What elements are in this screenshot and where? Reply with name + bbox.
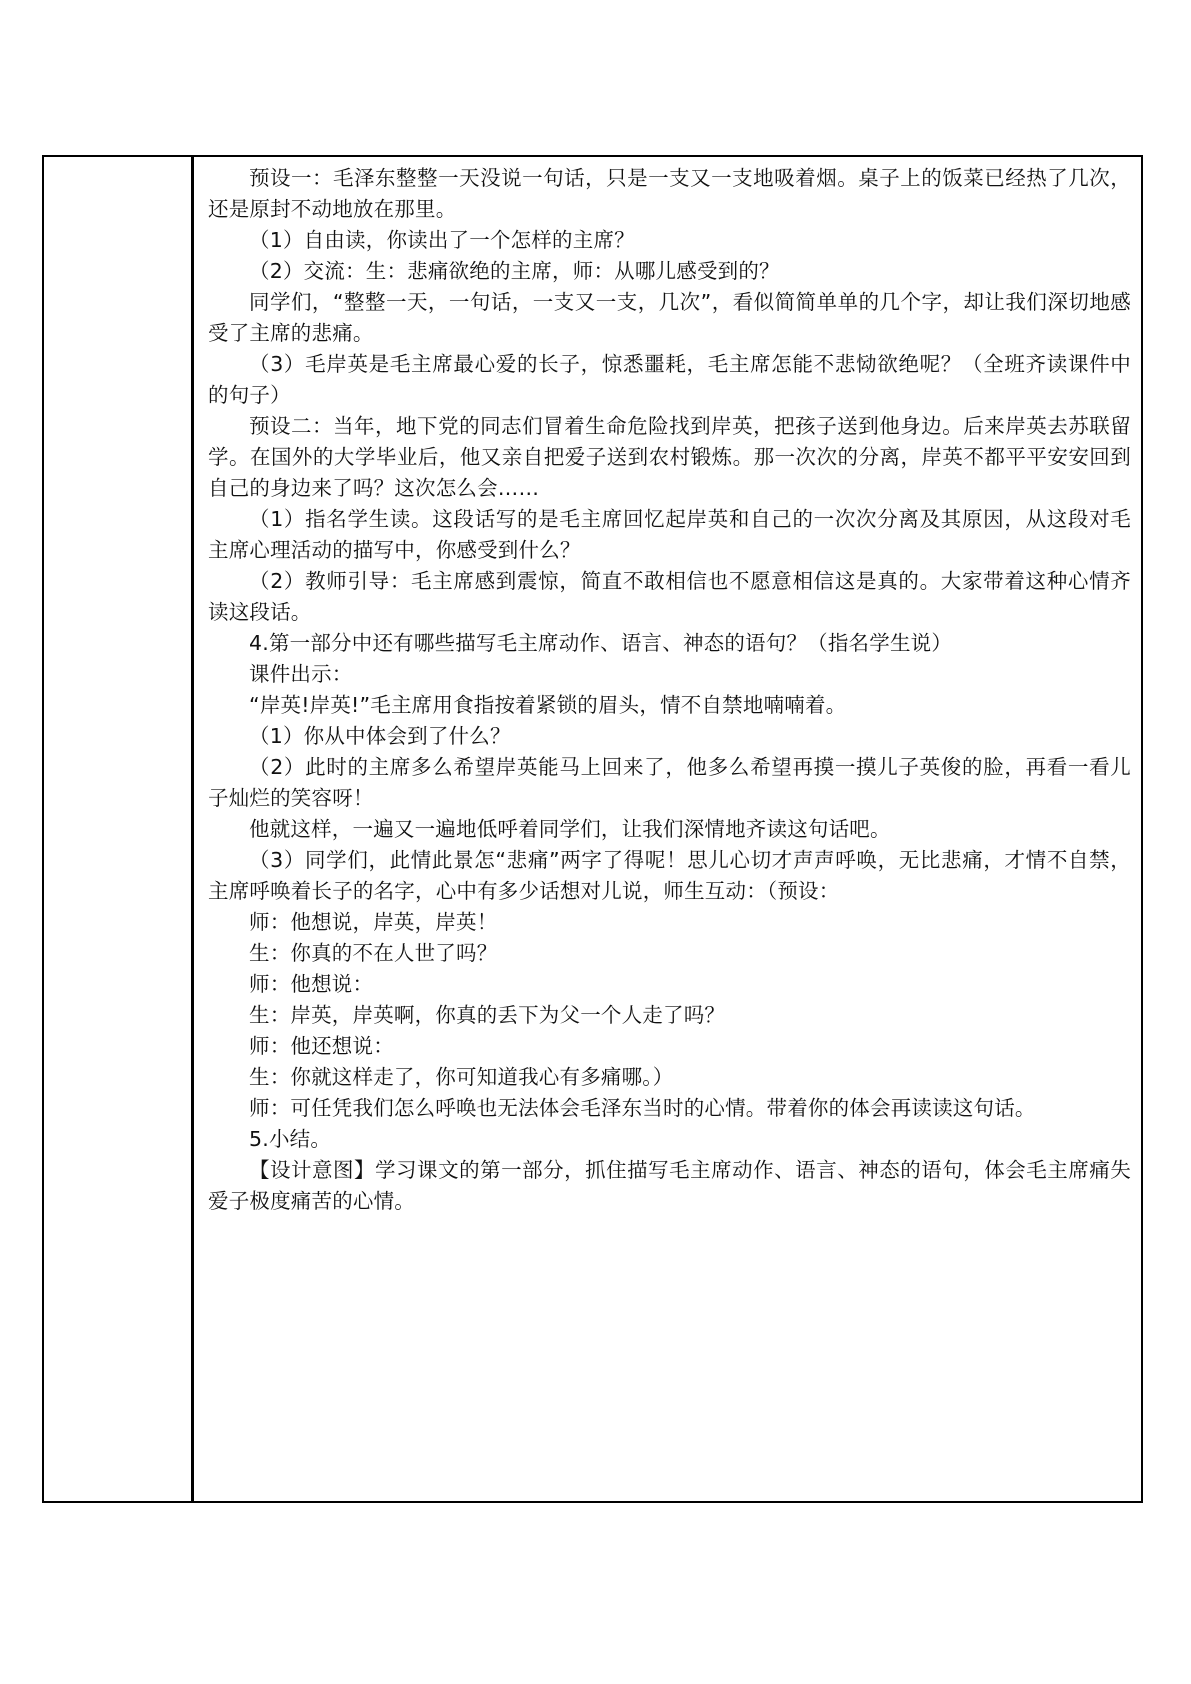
paragraph: 课件出示： [249,662,353,686]
paragraph: 4.第一部分中还有哪些描写毛主席动作、语言、神态的语句？（指名学生说） [249,631,953,655]
paragraph: 预设一：毛泽东整整一天没说一句话，只是一支又一支地吸着烟。桌子上的饭菜已经热了几次，还是原封不动地放在那里。 [208,166,1131,221]
lesson-plan-table [42,155,1143,1503]
paragraph: 生：你就这样走了，你可知道我心有多痛哪。） [249,1065,674,1089]
paragraph: 生：岸英，岸英啊，你真的丢下为父一个人走了吗？ [249,1003,726,1027]
paragraph: （2）教师引导：毛主席感到震惊，简直不敢相信也不愿意相信这是真的。大家带着这种心情齐读这段话。 [208,569,1131,624]
paragraph: 他就这样，一遍又一遍地低呼着同学们，让我们深情地齐读这句话吧。 [249,817,891,841]
paragraph: （1）自由读，你读出了一个怎样的主席？ [249,228,635,252]
paragraph: 5.小结。 [249,1127,332,1151]
paragraph: （1）你从中体会到了什么？ [249,724,511,748]
table-content-cell [194,157,1141,1501]
paragraph: 师：他想说： [249,972,374,996]
paragraph: 【设计意图】学习课文的第一部分，抓住描写毛主席动作、语言、神态的语句，体会毛主席痛失爱子极度痛苦的心情。 [208,1158,1131,1213]
paragraph: 师：他想说，岸英，岸英！ [249,910,498,934]
paragraph: （2）交流：生：悲痛欲绝的主席，师：从哪儿感受到的？ [249,259,780,283]
paragraph: 同学们，“整整一天，一句话，一支又一支，几次”，看似简简单单的几个字，却让我们深切地感受了主席的悲痛。 [208,290,1131,345]
paragraph: （1）指名学生读。这段话写的是毛主席回忆起岸英和自己的一次次分离及其原因，从这段对毛主席心理活动的描写中，你感受到什么？ [208,507,1131,562]
paragraph: 预设二：当年，地下党的同志们冒着生命危险找到岸英，把孩子送到他身边。后来岸英去苏联留学。在国外的大学毕业后，他又亲自把爱子送到农村锻炼。那一次次的分离，岸英不都平平安安回到自己的身边来了吗？这次怎么会…… [208,414,1131,500]
paragraph: 师：可任凭我们怎么呼唤也无法体会毛泽东当时的心情。带着你的体会再读读这句话。 [249,1096,1036,1120]
paragraph: （2）此时的主席多么希望岸英能马上回来了，他多么希望再摸一摸儿子英俊的脸，再看一看儿子灿烂的笑容呀！ [208,755,1131,810]
paragraph: 师：他还想说： [249,1034,394,1058]
paragraph: （3）同学们，此情此景怎“悲痛”两字了得呢！思儿心切才声声呼唤，无比悲痛，才情不自禁，主席呼唤着长子的名字，心中有多少话想对儿说，师生互动：（预设： [208,848,1131,903]
table-left-cell [44,157,194,1501]
paragraph: “岸英!岸英!”毛主席用食指按着紧锁的眉头，情不自禁地喃喃着。 [249,693,847,717]
paragraph: 生：你真的不在人世了吗？ [249,941,498,965]
paragraph: （3）毛岸英是毛主席最心爱的长子，惊悉噩耗，毛主席怎能不悲恸欲绝呢？（全班齐读课件中的句子） [208,352,1131,407]
